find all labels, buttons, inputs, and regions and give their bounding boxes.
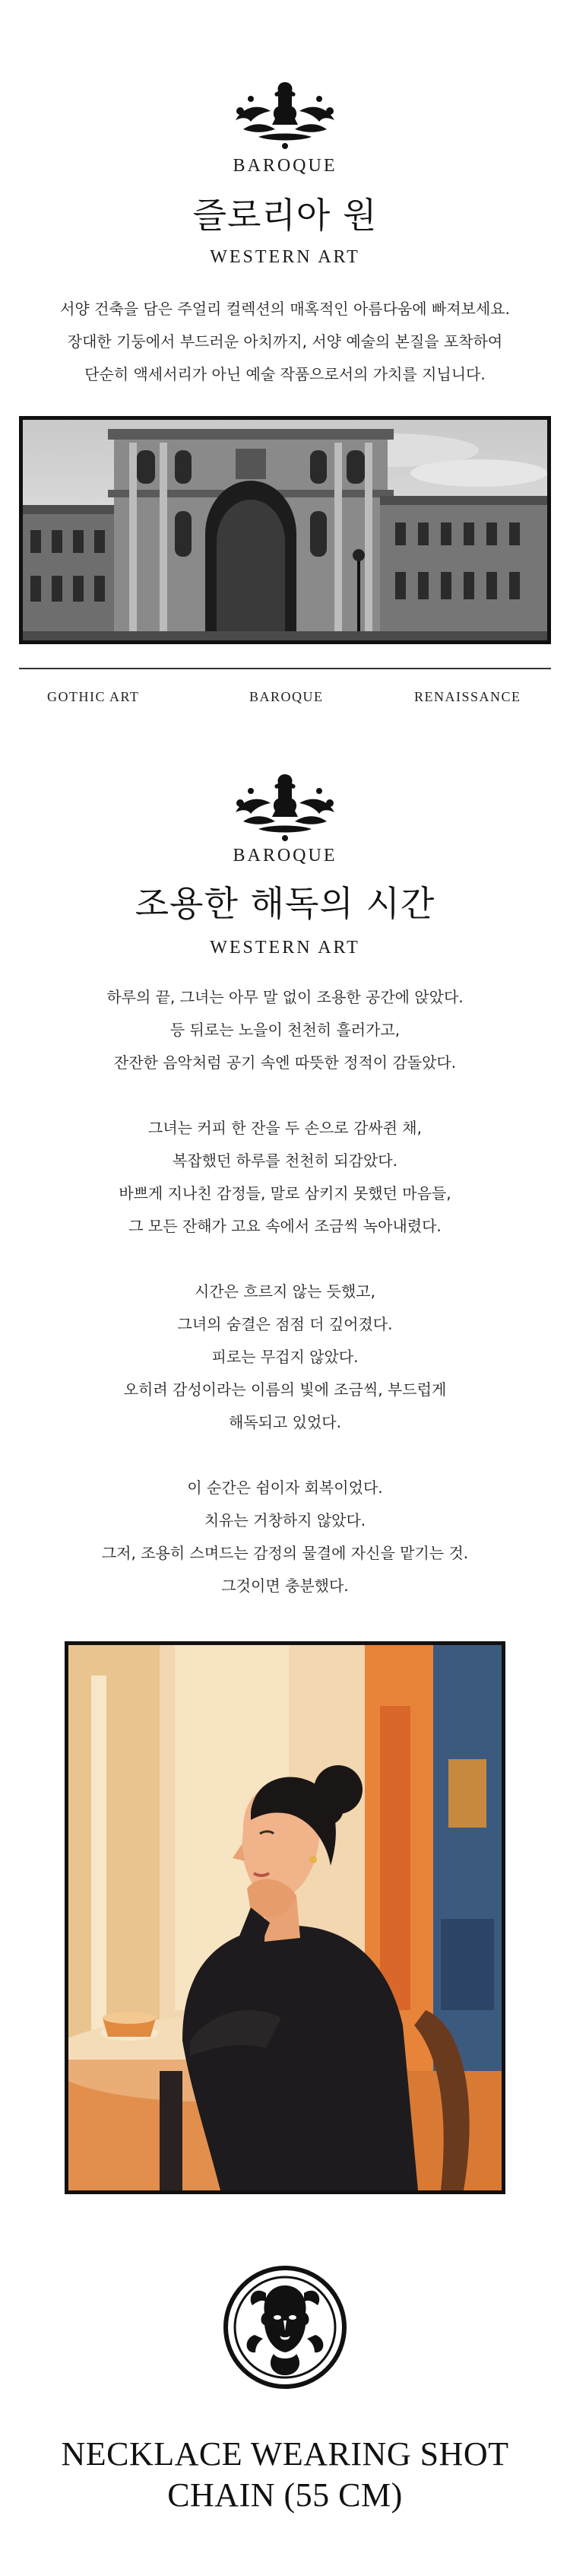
- poem-line: 바쁘게 지나친 감정들, 말로 삼키지 못했던 마음들,: [119, 1184, 451, 1202]
- product-shot-title: [0, 2434, 570, 2516]
- nav-item-baroque[interactable]: BAROQUE: [249, 689, 324, 704]
- woman-with-coffee-image: [68, 1645, 502, 2190]
- poem-line: 이 순간은 쉼이자 회복이었다.: [187, 1479, 383, 1497]
- intro-line: 단순히 액세서리가 아닌 예술 작품으로서의 가치를 지닙니다.: [84, 365, 486, 383]
- category-nav: [19, 668, 551, 715]
- gallery-arch-image: [23, 420, 547, 640]
- product-shot-title-line: NECKLACE WEARING SHOT: [61, 2435, 509, 2473]
- brand-label-top: BAROQUE: [233, 156, 337, 176]
- poem-line: 복잡했던 하루를 천천히 되감았다.: [173, 1151, 397, 1170]
- poem-spacer: [0, 1439, 570, 1472]
- brand-label-top: BAROQUE: [233, 846, 337, 866]
- poem-line: 잔잔한 음악처럼 공기 속엔 따뜻한 정적이 감돌았다.: [113, 1053, 457, 1072]
- page-title: 즐로리아 원: [192, 195, 378, 236]
- poem-line: 그저, 조용히 스며드는 감정의 물결에 자신을 맡기는 것.: [101, 1544, 469, 1562]
- nav-item-renaissance[interactable]: RENAISSANCE: [414, 689, 521, 704]
- cafe-painting: [65, 1641, 505, 2194]
- poem-line: 그것이면 충분했다.: [221, 1577, 349, 1595]
- poem-line: 그녀의 숨결은 점점 더 깊어졌다.: [177, 1315, 393, 1333]
- poem-line: 해독되고 있었다.: [229, 1413, 341, 1431]
- section-title: 조용한 해독의 시간: [135, 883, 435, 924]
- nav-item-gothic-art[interactable]: GOTHIC ART: [47, 689, 140, 704]
- poem-line: 하루의 끝, 그녀는 아무 말 없이 조용한 공간에 앉았다.: [106, 988, 464, 1006]
- brand-label-bottom: WESTERN ART: [210, 247, 360, 267]
- intro-text: [0, 293, 570, 391]
- poem-line: 등 뒤로는 노을이 천천히 흘러가고,: [169, 1021, 401, 1039]
- medusa-medallion-icon: [220, 2263, 350, 2392]
- intro-line: 장대한 기둥에서 부드러운 아치까지, 서양 예술의 본질을 포착하여: [67, 332, 503, 351]
- poem-spacer: [0, 1079, 570, 1112]
- poem-line: 치유는 거창하지 않았다.: [204, 1511, 366, 1529]
- poem-line: 그녀는 커피 한 잔을 두 손으로 감싸쥔 채,: [148, 1119, 422, 1137]
- baroque-crest-icon: [228, 768, 342, 844]
- poem-line: 그 모든 잔해가 고요 속에서 조금씩 녹아내렸다.: [128, 1217, 442, 1235]
- poem-line: 시간은 흐르지 않는 듯했고,: [195, 1282, 375, 1301]
- product-shot-title-line: CHAIN (55 CM): [167, 2476, 403, 2514]
- baroque-crest-icon: [228, 76, 342, 152]
- brand-label-bottom: WESTERN ART: [210, 938, 360, 958]
- architecture-photo: [19, 416, 551, 644]
- intro-line: 서양 건축을 담은 주얼리 컬렉션의 매혹적인 아름다움에 빠져보세요.: [60, 300, 510, 318]
- poem-line: 피로는 무겁지 않았다.: [211, 1348, 359, 1366]
- poem-line: 오히려 감성이라는 이름의 빛에 조금씩, 부드럽게: [123, 1380, 447, 1399]
- poem-text: [0, 981, 570, 1602]
- poem-spacer: [0, 1243, 570, 1275]
